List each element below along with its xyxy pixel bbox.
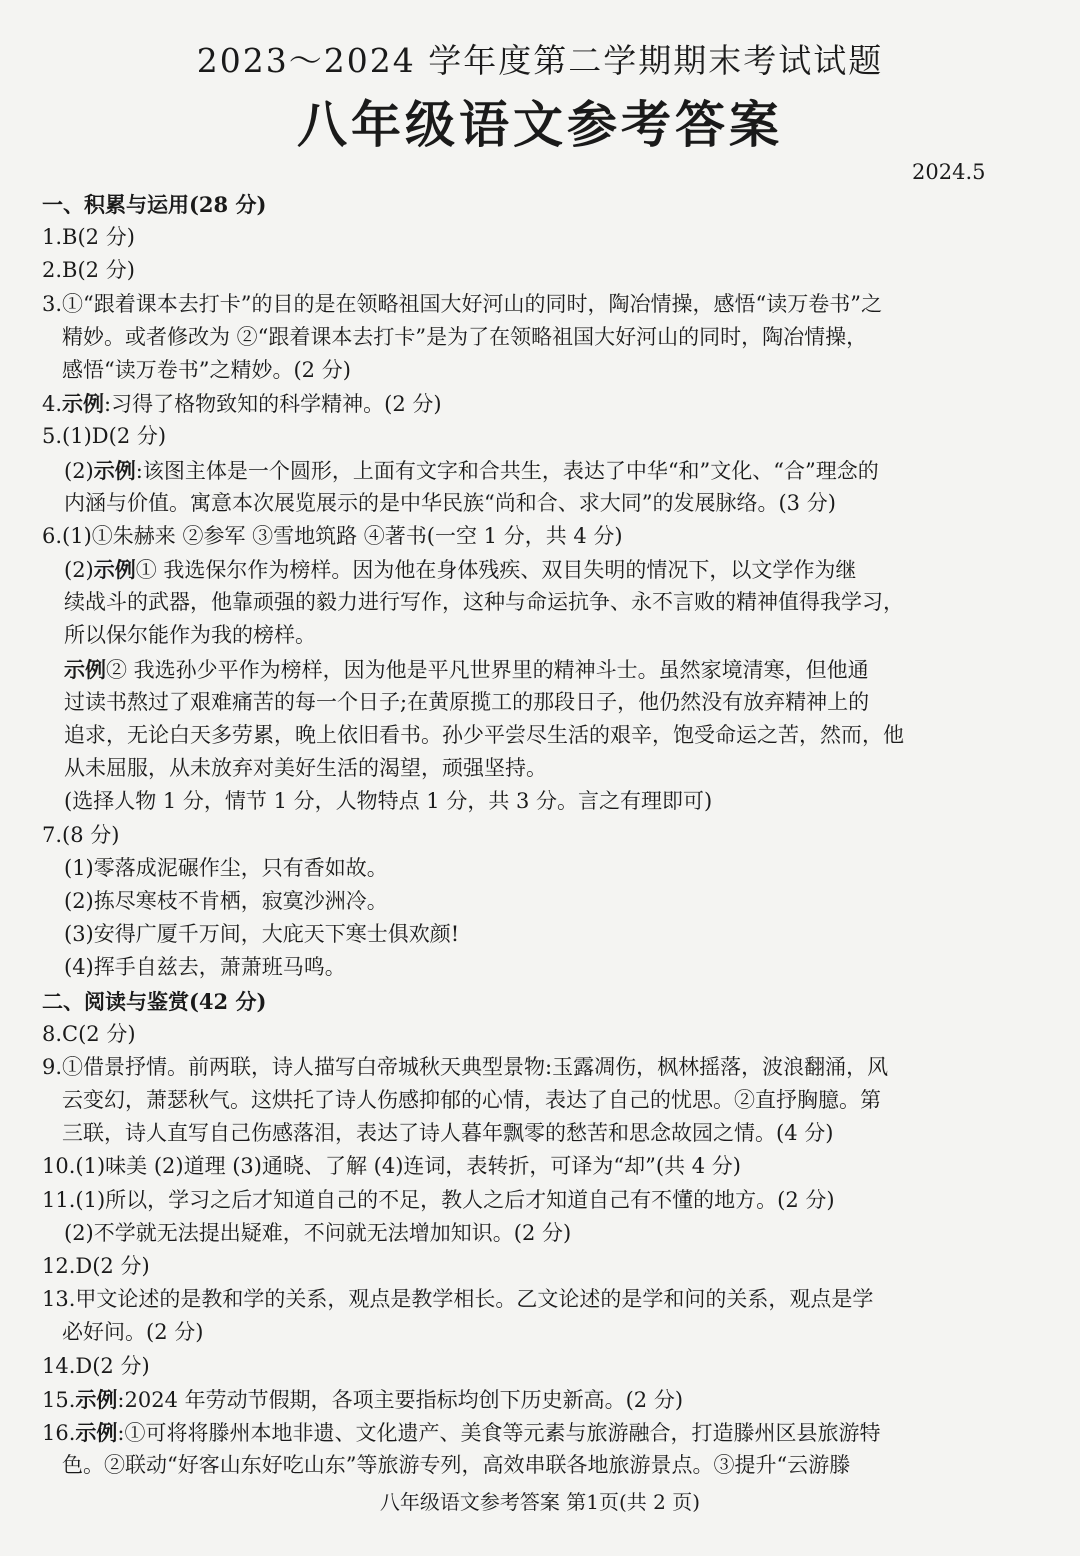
answer-line: 6.(1)①朱赫来 ②参军 ③雪地筑路 ④著书(一空 1 分，共 4 分) (42, 523, 623, 548)
answer-line: 续战斗的武器，他靠顽强的毅力进行写作，这种与命运抗争、永不言败的精神值得我学习， (64, 590, 904, 615)
answer-line: 2.B(2 分) (42, 258, 135, 283)
answer-line: (2)拣尽寒枝不肯栖，寂寞沙洲冷。 (64, 888, 388, 913)
example-label: 示例 (93, 457, 136, 483)
answer-line (42, 1383, 1042, 1416)
example-label: 示例 (93, 557, 136, 583)
answer-line (42, 387, 1042, 420)
answer-line: 12.D(2 分) (42, 1254, 150, 1278)
answer-line: (1)零落成泥碾作尘，只有香如故。 (64, 855, 388, 880)
answer-line: (4)挥手自兹去，萧萧班马鸣。 (64, 955, 346, 980)
exam-title: 2023～2024 学年度第二学期期末考试试题 (196, 41, 884, 80)
question-number: 16. (42, 1420, 76, 1445)
answer-line: 内涵与价值。寓意本次展览展示的是中华民族“尚和合、求大同”的发展脉络。(3 分) (64, 490, 836, 515)
answer-text: :①可将将滕州本地非遗、文化遗产、美食等元素与旅游融合，打造滕州区县旅游特 (117, 1420, 881, 1445)
answer-line: 9.①借景抒情。前两联，诗人描写白帝城秋天典型景物:玉露凋伤，枫林摇落，波浪翻涌，风 (42, 1054, 889, 1079)
answer-line: 从未屈服，从未放弃对美好生活的渴望，顽强坚持。 (64, 756, 547, 781)
example-label: 示例 (64, 656, 106, 682)
answer-line: 3.①“跟着课本去打卡”的目的是在领略祖国大好河山的同时，陶冶情操，感悟“读万卷书”之 (42, 291, 882, 316)
document-date: 2024.5 (912, 160, 986, 184)
answer-line: 三联，诗人直写自己伤感落泪，表达了诗人暮年飘零的愁苦和思念故园之情。(4 分) (62, 1121, 834, 1146)
document-title: 八年级语文参考答案 (297, 95, 783, 154)
sub-number: (2) (64, 558, 94, 583)
section-heading: 一、积累与运用(28 分) (42, 192, 267, 217)
answer-line: 1.B(2 分) (42, 225, 135, 250)
answer-line: 8.C(2 分) (42, 1021, 136, 1046)
answer-line (42, 553, 1042, 586)
answer-line: 必好问。(2 分) (62, 1320, 204, 1345)
answer-line: (选择人物 1 分，情节 1 分，人物特点 1 分，共 3 分。言之有理即可) (64, 789, 713, 814)
answer-body (42, 188, 1042, 1482)
answer-line: 5.(1)D(2 分) (42, 424, 167, 449)
answer-line: 13.甲文论述的是教和学的关系，观点是教学相长。乙文论述的是学和问的关系，观点是学 (42, 1287, 874, 1312)
answer-line: 11.(1)所以，学习之后才知道自己的不足，教人之后才知道自己有不懂的地方。(2 分) (42, 1187, 835, 1212)
answer-line: 感悟“读万卷书”之精妙。(2 分) (62, 357, 351, 382)
question-number: 15. (42, 1387, 76, 1412)
answer-line (42, 653, 1042, 686)
answer-line: 色。②联动“好客山东好吃山东”等旅游专列，高效串联各地旅游景点。③提升“云游滕 (62, 1453, 851, 1478)
example-label: 示例 (75, 1419, 118, 1445)
answer-text: ② 我选孙少平作为榜样，因为他是平凡世界里的精神斗士。虽然家境清寒，但他通 (106, 657, 869, 682)
answer-line: 追求，无论白天多劳累，晚上依旧看书。孙少平尝尽生活的艰辛，饱受命运之苦，然而，他 (64, 723, 904, 747)
answer-text: ① 我选保尔作为榜样。因为他在身体残疾、双目失明的情况下，以文学作为继 (135, 558, 857, 583)
answer-line: 14.D(2 分) (42, 1353, 150, 1378)
answer-line: 10.(1)味美 (2)道理 (3)通晓、了解 (4)连词，表转折，可译为“却”(共 4 分) (42, 1154, 741, 1179)
example-label: 示例 (75, 1386, 118, 1412)
answer-text: :该图主体是一个圆形，上面有文字和合共生，表达了中华“和”文化、“合”理念的 (135, 458, 879, 483)
answer-line: (3)安得广厦千万间，大庇天下寒士俱欢颜! (64, 922, 460, 947)
answer-line: 过读书熬过了艰难痛苦的每一个日子;在黄原揽工的那段日子，他仍然没有放弃精神上的 (64, 689, 870, 714)
answer-text: :习得了格物致知的科学精神。(2 分) (104, 392, 442, 417)
answer-line: 云变幻，萧瑟秋气。这烘托了诗人伤感抑郁的心情，表达了自己的忧思。②直抒胸臆。第 (62, 1088, 881, 1113)
sub-number: (2) (64, 458, 94, 483)
answer-line: 7.(8 分) (42, 822, 120, 847)
answer-line: 所以保尔能作为我的榜样。 (64, 623, 316, 648)
answer-line (42, 1416, 1042, 1449)
answer-text: :2024 年劳动节假期，各项主要指标均创下历史新高。(2 分) (117, 1387, 684, 1412)
answer-line (42, 454, 1042, 487)
answer-line: (2)不学就无法提出疑难，不问就无法增加知识。(2 分) (64, 1220, 572, 1245)
answer-line: 精妙。或者修改为 ②“跟着课本去打卡”是为了在领略祖国大好河山的同时，陶冶情操， (62, 324, 868, 349)
page-footer: 八年级语文参考答案 第1页(共 2 页) (379, 1490, 701, 1514)
section-heading: 二、阅读与鉴赏(42 分) (42, 988, 267, 1014)
example-label: 示例 (62, 391, 105, 417)
question-number: 4. (42, 392, 63, 417)
